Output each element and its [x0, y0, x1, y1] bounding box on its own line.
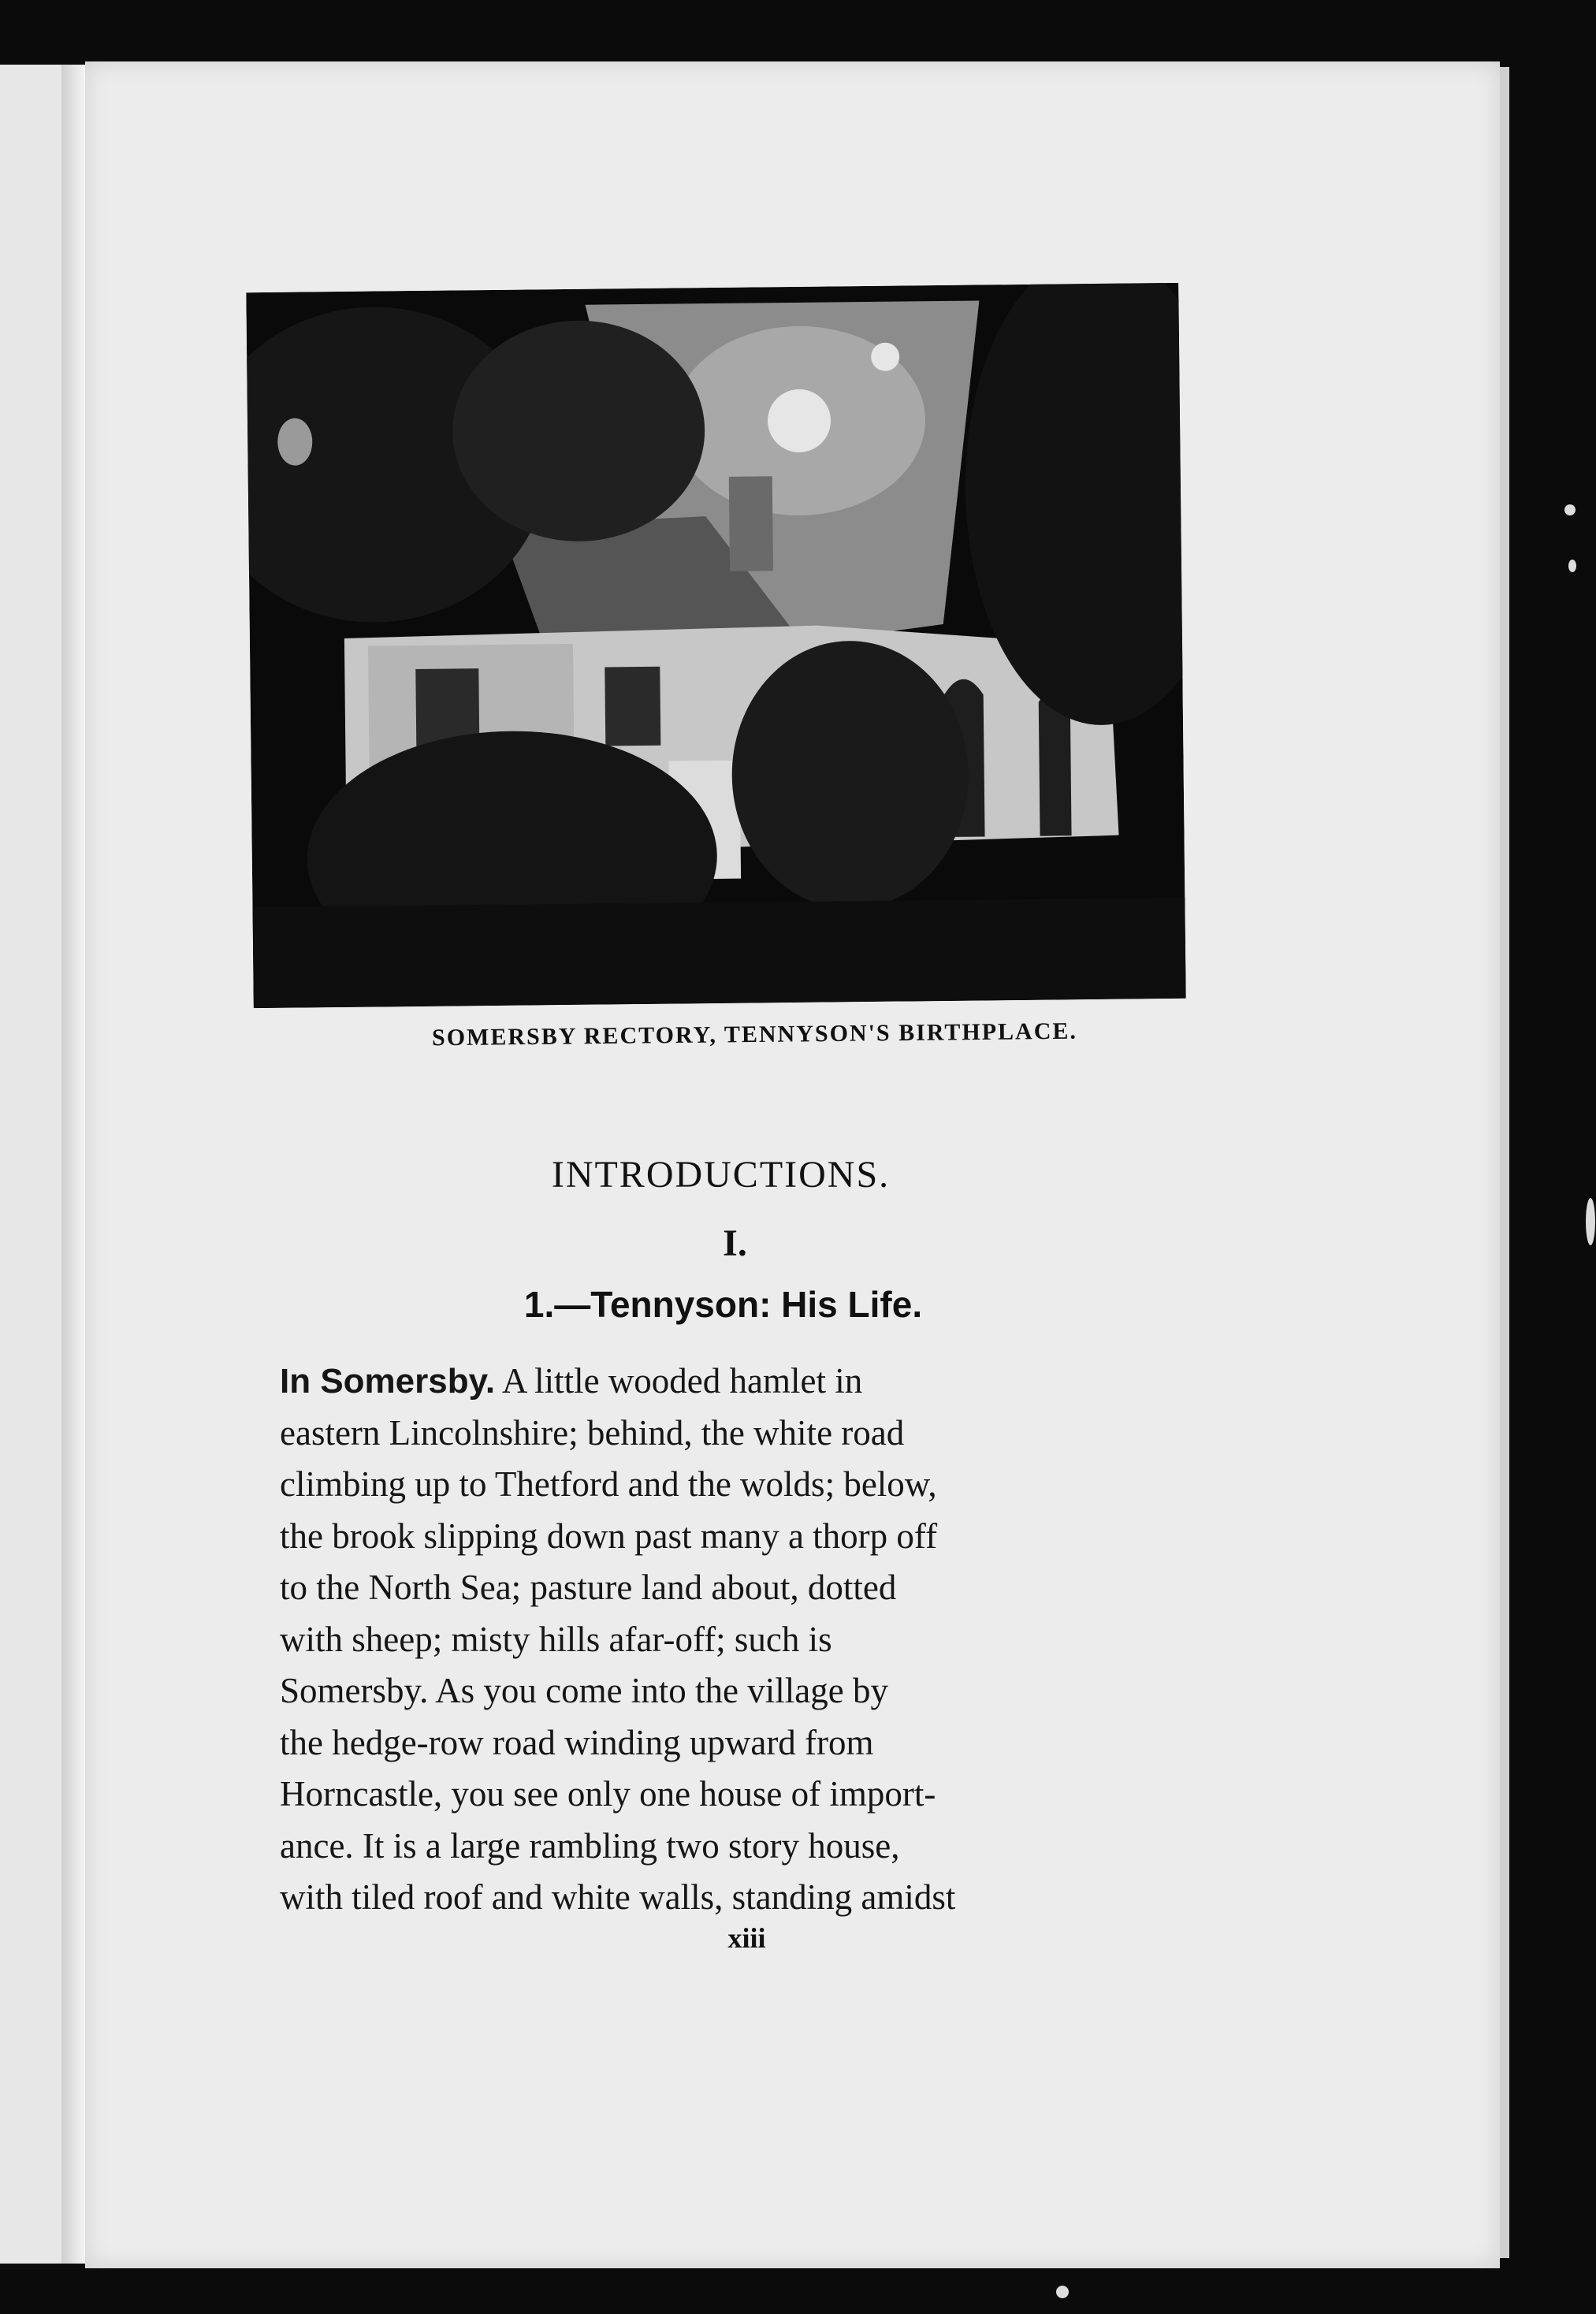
dust-speck: [1564, 504, 1576, 515]
paragraph-line: climbing up to Thetford and the wolds; below,: [280, 1464, 937, 1504]
page-number: xiii: [727, 1922, 766, 1954]
figure-caption: SOMERSBY RECTORY, TENNYSON'S BIRTHPLACE.: [431, 1017, 1078, 1051]
paragraph-line-1-text: A little wooded hamlet in: [495, 1361, 863, 1401]
body-paragraph: [280, 1356, 1210, 1924]
paragraph-line: ance. It is a large rambling two story house,: [280, 1825, 900, 1866]
paragraph-line: eastern Lincolnshire; behind, the white road: [280, 1412, 905, 1453]
paragraph-line: the brook slipping down past many a thorp off: [280, 1516, 938, 1556]
paragraph-line: Horncastle, you see only one house of import-: [280, 1774, 936, 1814]
paragraph-line: with tiled roof and white walls, standing amidst: [280, 1877, 956, 1917]
paragraph-lead: In Somersby.: [280, 1362, 496, 1401]
paragraph-line: Somersby. As you come into the village by: [280, 1671, 888, 1710]
paragraph-line-1: [280, 1356, 1210, 1408]
subheading: 1.—Tennyson: His Life.: [523, 1284, 923, 1325]
dust-speck: [1586, 1198, 1595, 1245]
paragraph-line: the hedge-row road winding upward from: [280, 1722, 874, 1762]
dust-speck: [1056, 2286, 1069, 2298]
paragraph-line: with sheep; misty hills afar-off; such is: [280, 1619, 832, 1659]
section-title: INTRODUCTIONS.: [551, 1154, 891, 1196]
part-numeral: I.: [723, 1222, 747, 1264]
rectory-photograph: [246, 283, 1185, 1008]
paragraph-line: to the North Sea; pasture land about, dotted: [280, 1568, 897, 1607]
dust-speck: [1568, 560, 1576, 572]
